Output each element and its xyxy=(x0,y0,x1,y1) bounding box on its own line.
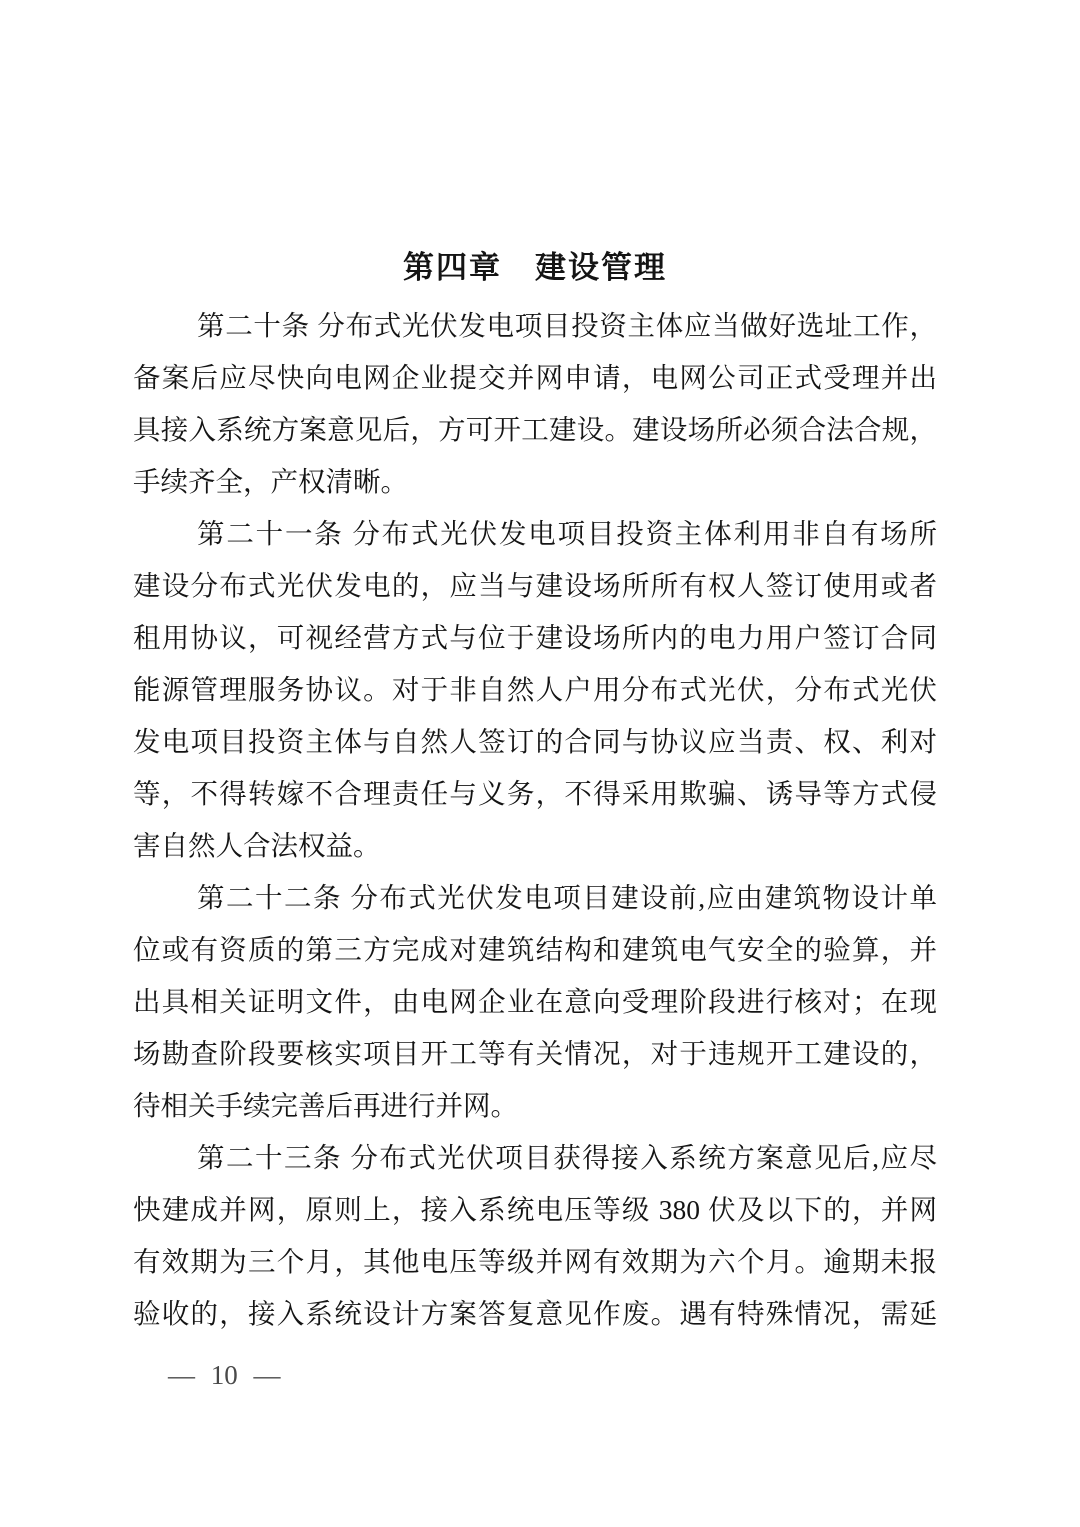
article-22-line: 位或有资质的第三方完成对建筑结构和建筑电气安全的验算，并 xyxy=(133,934,937,965)
article-20-line: 具接入系统方案意见后，方可开工建设。建设场所必须合法合规， xyxy=(133,414,937,445)
article-23-line: 第二十三条 分布式光伏项目获得接入系统方案意见后,应尽 xyxy=(197,1142,937,1173)
article-23-line: 有效期为三个月，其他电压等级并网有效期为六个月。逾期未报 xyxy=(133,1246,937,1277)
document-body xyxy=(133,300,937,1340)
article-21-line: 租用协议，可视经营方式与位于建设场所内的电力用户签订合同 xyxy=(133,622,937,653)
article-21-line: 建设分布式光伏发电的，应当与建设场所所有权人签订使用或者 xyxy=(133,570,937,601)
article-23-line: 验收的，接入系统设计方案答复意见作废。遇有特殊情况，需延 xyxy=(133,1298,937,1329)
chapter-title: 第四章 建设管理 xyxy=(403,250,667,285)
article-23-line: 快建成并网，原则上，接入系统电压等级 380 伏及以下的，并网 xyxy=(133,1194,937,1225)
article-22-line: 待相关手续完善后再进行并网。 xyxy=(133,1090,518,1121)
article-21-line: 害自然人合法权益。 xyxy=(133,830,381,861)
article-22-line: 第二十二条 分布式光伏发电项目建设前,应由建筑物设计单 xyxy=(197,882,937,913)
article-22-line: 场勘查阶段要核实项目开工等有关情况，对于违规开工建设的， xyxy=(133,1038,937,1069)
article-21-line: 第二十一条 分布式光伏发电项目投资主体利用非自有场所 xyxy=(197,518,937,549)
article-21-line: 发电项目投资主体与自然人签订的合同与协议应当责、权、利对 xyxy=(133,726,937,757)
article-21-line: 能源管理服务协议。对于非自然人户用分布式光伏，分布式光伏 xyxy=(133,674,937,705)
article-20-line: 第二十条 分布式光伏发电项目投资主体应当做好选址工作， xyxy=(197,310,937,341)
article-20-line: 手续齐全，产权清晰。 xyxy=(133,466,408,497)
article-21-line: 等，不得转嫁不合理责任与义务，不得采用欺骗、诱导等方式侵 xyxy=(133,778,937,809)
article-22-line: 出具相关证明文件，由电网企业在意向受理阶段进行核对；在现 xyxy=(133,986,937,1017)
page-number: — 10 — xyxy=(168,1360,281,1390)
article-20-line: 备案后应尽快向电网企业提交并网申请，电网公司正式受理并出 xyxy=(133,362,937,393)
